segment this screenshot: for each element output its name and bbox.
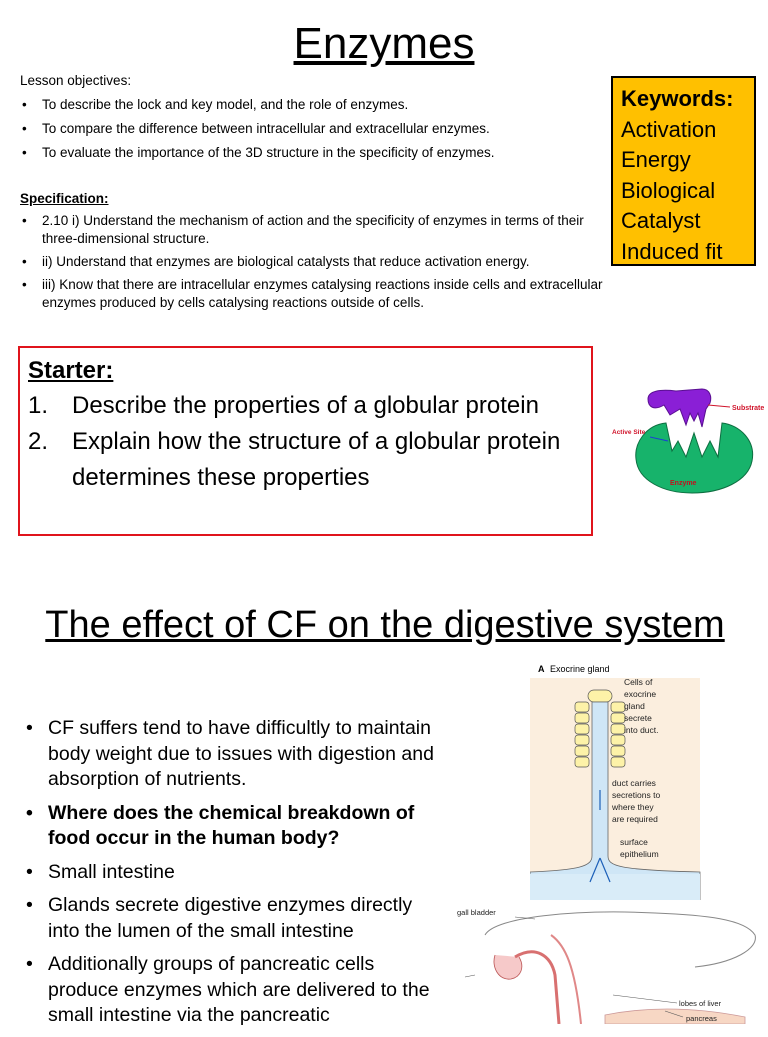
specification-item: • iii) Know that there are intracellular enzymes catalysing reactions inside cells and extracellular enzymes produced by cells catalysing reactions outside of cells. bbox=[20, 276, 610, 312]
duct-label-line: duct carries bbox=[612, 778, 656, 788]
keyword-item: Catalyst bbox=[621, 208, 701, 233]
lesson-objectives bbox=[20, 69, 610, 165]
cf-bullet-item: • CF suffers tend to have difficultly to maintain body weight due to issues with digestion and absorption of nutrients. bbox=[26, 716, 446, 793]
cf-bullet-item: • Small intestine bbox=[26, 860, 446, 886]
starter-item-number: 1. bbox=[28, 392, 49, 419]
starter-item bbox=[28, 388, 583, 424]
gall-bladder-shape bbox=[494, 955, 522, 979]
objectives-heading: Lesson objectives: bbox=[20, 73, 132, 88]
cells-label-line: Cells of bbox=[624, 677, 653, 687]
section-title: The effect of CF on the digestive system bbox=[45, 604, 725, 646]
objectives-list bbox=[20, 93, 610, 165]
cells-label-line: into duct. bbox=[624, 725, 659, 735]
active-site-label: Active Site bbox=[612, 429, 646, 436]
specification-item: • ii) Understand that enzymes are biological catalysts that reduce activation energy. bbox=[20, 253, 610, 271]
starter-item-number: 2. bbox=[28, 428, 49, 455]
substrate-pointer bbox=[708, 405, 730, 407]
starter-heading: Starter: bbox=[28, 357, 114, 384]
keyword-item: Biological bbox=[621, 177, 716, 203]
pancreas-diagram bbox=[455, 905, 768, 1024]
cf-bullet-list bbox=[26, 716, 446, 1037]
enzyme-substrate-diagram bbox=[606, 385, 768, 500]
starter-list bbox=[28, 388, 583, 496]
specification bbox=[20, 190, 610, 317]
cells-label-line: gland bbox=[624, 701, 645, 711]
specification-item: • 2.10 i) Understand the mechanism of action and the specificity of enzymes in terms of their three-dimensional structure. bbox=[20, 212, 610, 248]
substrate-label: Substrate bbox=[732, 405, 765, 412]
objective-item: • To evaluate the importance of the 3D structure in the specificity of enzymes. bbox=[20, 141, 610, 165]
objective-item: • To describe the lock and key model, and the role of enzymes. bbox=[20, 93, 610, 117]
cells-label-line: secrete bbox=[624, 713, 652, 723]
cf-bullet-item-question: • Where does the chemical breakdown of food occur in the human body? bbox=[26, 801, 446, 852]
objective-item: • To compare the difference between intracellular and extracellular enzymes. bbox=[20, 117, 610, 141]
exocrine-gland-diagram bbox=[530, 660, 708, 900]
duct-label-line: where they bbox=[612, 802, 654, 812]
liver-outline bbox=[485, 912, 755, 967]
lobes-of-liver-label: lobes of liver bbox=[679, 999, 722, 1008]
specification-list bbox=[20, 212, 610, 312]
keywords-box bbox=[611, 76, 756, 266]
page-title: Enzymes bbox=[293, 19, 475, 68]
substrate-shape bbox=[648, 389, 711, 427]
exocrine-caption-letter: A bbox=[538, 664, 545, 674]
starter-item-text: Describe the properties of a globular protein bbox=[72, 392, 539, 419]
gall-bladder-label: gall bladder bbox=[457, 908, 496, 917]
starter-item bbox=[28, 424, 583, 496]
cf-bullet-item: • Additionally groups of pancreatic cells produce enzymes which are delivered to the small intestine via the pancreatic bbox=[26, 952, 446, 1029]
starter-item-text: Explain how the structure of a globular protein determines these properties bbox=[72, 428, 561, 491]
starter-box bbox=[18, 346, 593, 536]
specification-heading: Specification: bbox=[20, 191, 109, 206]
keyword-item: Activation bbox=[621, 116, 717, 142]
exocrine-caption: Exocrine gland bbox=[550, 664, 610, 674]
surface-label-line: epithelium bbox=[620, 849, 659, 859]
pancreas-label: pancreas bbox=[686, 1014, 717, 1023]
duct-label-line: secretions to bbox=[612, 790, 661, 800]
cells-label-line: exocrine bbox=[624, 689, 657, 699]
keyword-item: Energy bbox=[621, 147, 691, 172]
duct-label-line: are required bbox=[612, 814, 658, 824]
surface-label-line: surface bbox=[620, 837, 648, 847]
cf-bullet-item: • Glands secrete digestive enzymes directly into the lumen of the small intestine bbox=[26, 893, 446, 944]
pancreas-shape bbox=[605, 1009, 745, 1024]
enzyme-label: Enzyme bbox=[670, 480, 697, 487]
keyword-item: Induced fit bbox=[621, 238, 723, 264]
keywords-heading: Keywords: bbox=[621, 86, 734, 111]
